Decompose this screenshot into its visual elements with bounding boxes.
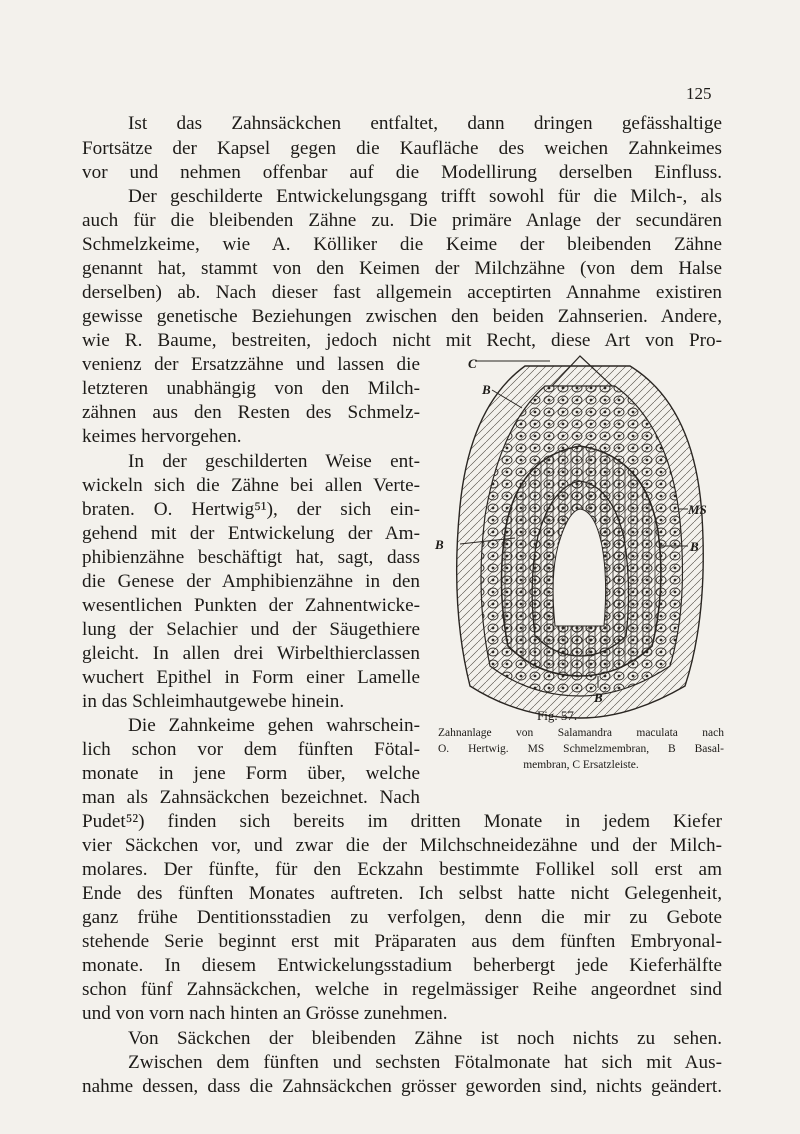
text-line: lung der Selachier und der Säugethiere xyxy=(82,619,420,640)
figure-label-b-right: B xyxy=(690,539,699,554)
text-line: und von vorn nach hinten an Grösse zunehmen. xyxy=(82,1003,448,1024)
text-line: monate in jene Form über, welche xyxy=(82,763,420,784)
text-line: Ende des fünften Monates auftreten. Ich selbst hatte nicht Gelegenheit, xyxy=(82,883,722,904)
figure-label-b-left: B xyxy=(435,537,444,552)
text-line: wie R. Baume, bestreiten, jedoch nicht mit Recht, diese Art von Pro- xyxy=(82,330,722,351)
text-line: Ist das Zahnsäckchen entfaltet, dann dringen gefässhaltige xyxy=(128,113,722,134)
text-line: braten. O. Hertwig⁵¹), der sich ein- xyxy=(82,499,420,520)
text-line: gehend mit der Entwickelung der Am- xyxy=(82,523,420,544)
figure-label-ms: MS xyxy=(688,502,707,517)
figure-caption-line-3: membran, C Ersatzleiste. xyxy=(523,759,639,771)
text-line: schon fünf Zahnsäckchen, welche in regelmässiger Reihe angeordnet sind xyxy=(82,979,722,1000)
figure-label-c: C xyxy=(468,356,477,371)
text-line: keimes hervorgehen. xyxy=(82,426,242,447)
figure-label-b-top: B xyxy=(482,382,491,397)
text-line: molares. Der fünfte, für den Eckzahn bestimmte Follikel soll erst am xyxy=(82,859,722,880)
text-line: Schmelzkeime, wie A. Kölliker die Keime der bleibenden Zähne xyxy=(82,234,722,255)
text-line: vier Säckchen vor, und zwar die der Milchschneidezähne und der Milch- xyxy=(82,835,722,856)
figure-title: Fig. 57. xyxy=(537,708,578,723)
figure-caption-line-1: Zahnanlage von Salamandra maculata nach xyxy=(438,727,724,739)
text-line: die Genese der Amphibienzähne in den xyxy=(82,571,420,592)
page-number: 125 xyxy=(686,84,712,103)
text-line: letzteren unabhängig von den Milch- xyxy=(82,378,420,399)
text-line: lich schon vor dem fünften Fötal- xyxy=(82,739,420,760)
text-line: Pudet⁵²) finden sich bereits im dritten Monate in jedem Kiefer xyxy=(82,811,722,832)
text-line: gewisse genetische Beziehungen zwischen den beiden Zahnserien. Andere, xyxy=(82,306,722,327)
text-line: vor und nehmen offenbar auf die Modellirung derselben Einfluss. xyxy=(82,162,722,183)
text-line: wickeln sich die Zähne bei allen Verte- xyxy=(82,475,420,496)
text-line: Von Säckchen der bleibenden Zähne ist noch nichts zu sehen. xyxy=(128,1028,722,1049)
text-line: zähnen aus den Resten des Schmelz- xyxy=(82,402,420,423)
figure-tooth-germ xyxy=(430,346,730,726)
text-line: Zwischen dem fünften und sechsten Fötalmonate hat sich mit Aus- xyxy=(128,1052,722,1073)
text-line: in das Schleimhautgewebe hinein. xyxy=(82,691,345,712)
figure-caption-line-2: O. Hertwig. MS Schmelzmembran, B Basal- xyxy=(438,743,724,755)
text-line: In der geschilderten Weise ent- xyxy=(128,451,420,472)
text-line: derselben) ab. Nach dieser fast allgemein acceptirten Annahme existiren xyxy=(82,282,722,303)
text-line: stehende Serie beginnt erst mit Präparaten aus dem fünften Embryonal- xyxy=(82,931,722,952)
text-line: auch für die bleibenden Zähne zu. Die primäre Anlage der secundären xyxy=(82,210,722,231)
text-line: gleicht. In allen drei Wirbelthierclassen xyxy=(82,643,420,664)
text-line: nahme dessen, dass die Zahnsäckchen grösser geworden sind, nichts geändert. xyxy=(82,1076,722,1097)
text-line: venienz der Ersatzzähne und lassen die xyxy=(82,354,420,375)
text-line: genannt hat, stammt von den Keimen der Milchzähne (von dem Halse xyxy=(82,258,722,279)
tooth-germ-illustration xyxy=(430,346,730,726)
text-line: monate. In diesem Entwickelungsstadium beherbergt jede Kieferhälfte xyxy=(82,955,722,976)
text-line: wuchert Epithel in Form einer Lamelle xyxy=(82,667,420,688)
text-line: Der geschilderte Entwickelungsgang trifft sowohl für die Milch-, als xyxy=(128,186,722,207)
text-line: wesentlichen Punkten der Zahnentwicke- xyxy=(82,595,420,616)
figure-label-b-bottom: B xyxy=(594,690,603,705)
text-line: Fortsätze der Kapsel gegen die Kaufläche des weichen Zahnkeimes xyxy=(82,138,722,159)
text-line: man als Zahnsäckchen bezeichnet. Nach xyxy=(82,787,420,808)
text-line: ganz frühe Dentitionsstadien zu verfolgen, denn die mir zu Gebote xyxy=(82,907,722,928)
text-line: phibienzähne beschäftigt hat, sagt, dass xyxy=(82,547,420,568)
text-line: Die Zahnkeime gehen wahrschein- xyxy=(128,715,420,736)
